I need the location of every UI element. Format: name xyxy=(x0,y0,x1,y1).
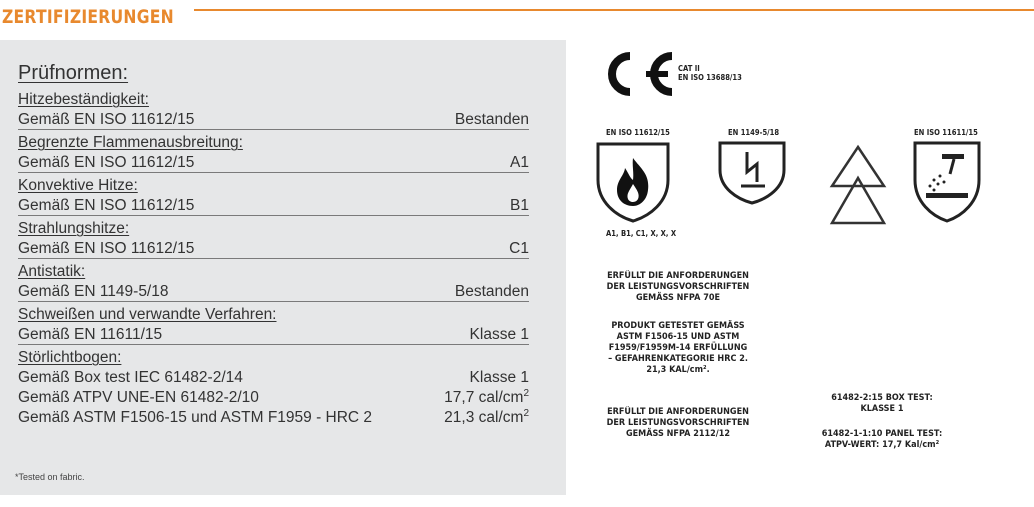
standard-result: Klasse 1 xyxy=(469,326,529,343)
astm-caption: PRODUKT GETESTET GEMÄSS ASTM F1506-15 UND ASTM F1959/F1959M-14 ERFÜLLUNG – GEFAHRENKATEGORIE HRC 2. 21,3 KAL/cm². xyxy=(608,321,748,375)
panel-test-caption: 61482-1-1:10 PANEL TEST: ATPV-WERT: 17,7 Kal/cm² xyxy=(821,429,943,450)
standard-row xyxy=(18,368,529,388)
nfpa70e-caption: ERFÜLLT DIE ANFORDERUNGEN DER LEISTUNGSVORSCHRIFTEN GEMÄSS NFPA 70E xyxy=(606,271,750,303)
standard-label-iso11612: EN ISO 11612/15 xyxy=(606,128,670,137)
standard-category: Strahlungshitze: xyxy=(18,220,130,237)
welding-shield-icon xyxy=(912,140,982,224)
ce-mark-icon xyxy=(596,52,676,96)
standard-result: B1 xyxy=(510,197,529,214)
standard-result: C1 xyxy=(509,240,529,257)
panel-heading: Prüfnormen: xyxy=(18,62,129,84)
standard-category: Schweißen und verwandte Verfahren: xyxy=(18,306,277,323)
flame-shield-icon xyxy=(594,140,672,224)
standard-row xyxy=(18,282,529,302)
standard-label: Gemäß EN ISO 11612/15 xyxy=(18,240,195,257)
standard-result: 21,3 cal/$cm^2$ xyxy=(444,407,529,426)
standard-result: A1 xyxy=(510,154,529,171)
test-standards-panel xyxy=(0,40,566,495)
standard-label: Gemäß ASTM F1506-15 und ASTM F1959 - HRC 2 xyxy=(18,409,373,426)
standard-row xyxy=(18,388,529,408)
standard-result: Bestanden xyxy=(454,283,529,300)
ce-category: CAT II EN ISO 13688/13 xyxy=(678,64,742,82)
antistatic-shield-icon xyxy=(717,140,787,206)
standard-label: Gemäß EN 11611/15 xyxy=(18,326,163,343)
standard-label: Gemäß Box test IEC 61482-2/14 xyxy=(18,369,243,386)
standard-row xyxy=(18,110,529,130)
standard-row xyxy=(18,325,529,345)
standard-result: Bestanden xyxy=(454,111,529,128)
box-test-caption: 61482-2:15 BOX TEST: KLASSE 1 xyxy=(831,393,933,414)
standard-label-iso11611: EN ISO 11611/15 xyxy=(914,128,978,137)
footnote: *Tested on fabric. xyxy=(15,472,85,482)
standard-category: Begrenzte Flammenausbreitung: xyxy=(18,134,243,151)
title-rule xyxy=(194,9,1034,11)
standard-row xyxy=(18,408,529,428)
standard-result: 17,7 cal/$cm^2$ xyxy=(444,387,529,406)
standard-result: Klasse 1 xyxy=(469,369,529,386)
standard-label: Gemäß EN ISO 11612/15 xyxy=(18,111,195,128)
nfpa2112-caption: ERFÜLLT DIE ANFORDERUNGEN DER LEISTUNGSVORSCHRIFTEN GEMÄSS NFPA 2112/12 xyxy=(606,407,750,439)
arc-flash-triangles-icon xyxy=(829,144,887,226)
flame-codes: A1, B1, C1, X, X, X xyxy=(606,229,677,238)
standard-category: Störlichtbogen: xyxy=(18,349,122,366)
standards-list xyxy=(18,90,529,428)
standard-row xyxy=(18,239,529,259)
standard-category: Konvektive Hitze: xyxy=(18,177,138,194)
standard-label: Gemäß EN 1149-5/18 xyxy=(18,283,169,300)
standard-label: Gemäß EN ISO 11612/15 xyxy=(18,197,195,214)
standard-label: Gemäß ATPV UNE-EN 61482-2/10 xyxy=(18,389,259,406)
standard-category: Hitzebeständigkeit: xyxy=(18,91,149,108)
standard-row xyxy=(18,196,529,216)
standard-row xyxy=(18,153,529,173)
standard-label-en1149: EN 1149-5/18 xyxy=(728,128,780,137)
section-title: ZERTIFIZIERUNGEN xyxy=(2,6,174,28)
standard-label: Gemäß EN ISO 11612/15 xyxy=(18,154,195,171)
standard-category: Antistatik: xyxy=(18,263,86,280)
